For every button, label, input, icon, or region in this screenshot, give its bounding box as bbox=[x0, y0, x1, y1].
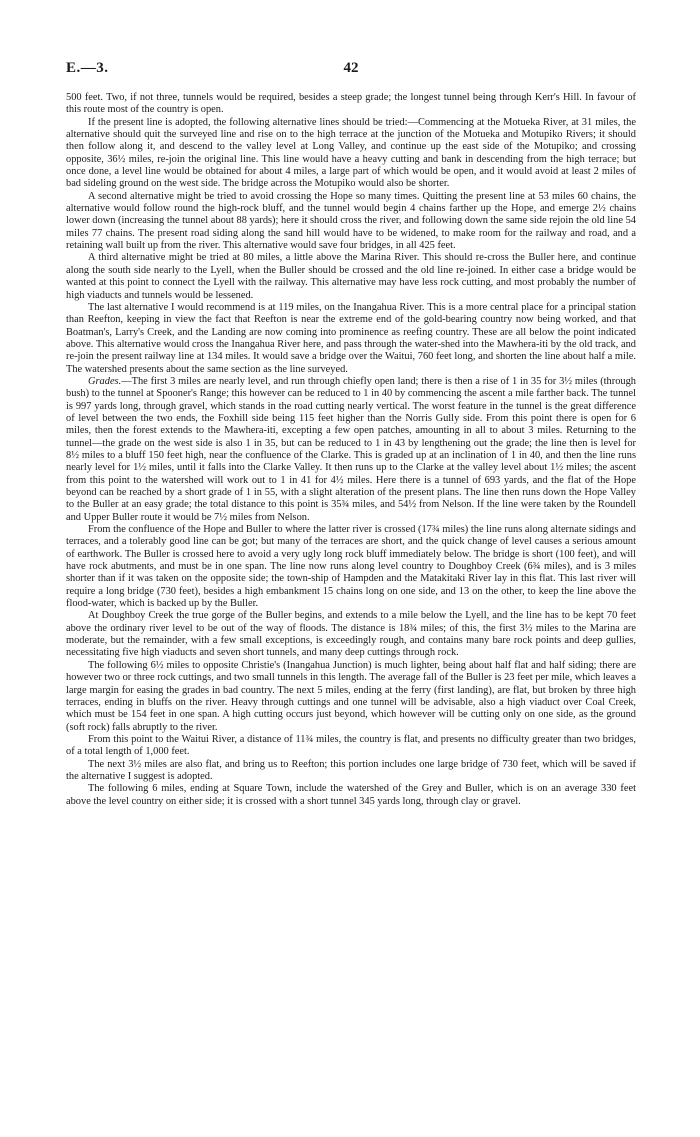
section-lead: Grades. bbox=[88, 375, 122, 387]
paragraph: From the confluence of the Hope and Buller to where the latter river is crossed (17¾ miles) the line runs along alternate sidings and terraces, and a tolerably good line can be got; but many of the terraces are short, and the quick change of level causes a serious amount of earthwork. The Buller is crossed here to avoid a very ugly long rock bluff immediately below. The bridge is short (100 feet), and will have rock abutments, and must be in one span. The line now runs along level country to Doughboy Creek (6¾ miles), and is 3 miles shorter than if it was taken on the opposite side; the town-ship of Hampden and the Matakitaki River lay in this flat. This last river will require a long bridge (730 feet), besides a high embankment 15 chains long on one side, and 13 on the other, to keep the line above the flood-water, which is backed up by the Buller. bbox=[66, 524, 636, 610]
paragraph: The following 6 miles, ending at Square Town, include the watershed of the Grey and Buller, which is on an average 330 feet above the level country on either side; it is crossed with a short tunnel 345 yards long, through clay or gravel. bbox=[66, 783, 636, 807]
page-number: 42 bbox=[343, 60, 359, 76]
paragraph: The following 6½ miles to opposite Christie's (Inangahua Junction) is much lighter, being about half flat and half siding; there are however two or three rock cuttings, and two small tunnels in this length. The average fall of the Buller is 23 feet per mile, which leaves a large margin for easing the grades in bad country. The next 5 miles, ending at the ferry (first landing), are flat, but broken by three high terraces, ending in bluffs on the river. Heavy through cuttings and one tunnel will be advisable, also a high viaduct over Coal Creek, which must be 154 feet in one span. A high cutting occurs just beyond, which however will be cutting only on one side, as the ground (soft rock) falls abruptly to the river. bbox=[66, 659, 636, 733]
document-reference: E.—3. bbox=[66, 60, 109, 76]
paragraph: The next 3½ miles are also flat, and bring us to Reefton; this portion includes one large bridge of 730 feet, which will be saved if the alternative I suggest is adopted. bbox=[66, 758, 636, 782]
paragraph-text: —The first 3 miles are nearly level, and run through chiefly open land; there is then a rise of 1 in 35 for 3½ miles (through bush) to the tunnel at Spooner's Range; this however can be reduced to 1 in 40 by commencing the ascent a mile farther back. The tunnel is 997 yards long, through gravel, which stands in the road cutting nearly vertical. The worst feature in the tunnel is the great difference of level between the two ends, the Foxhill side being 115 feet higher than the Norris Gully side. From this point there is open for 6 miles, then the forest extends to the Mawhera-iti, excepting a few open patches, amounting in all to about 3 miles. Returning to the tunnel—the grade on the west side is also 1 in 35, but can be reduced to 1 in 43 by lengthening out the grade; the line then is level for 8½ miles to a bluff 150 feet high, near the confluence of the Clarke. This is graded up at an inclination of 1 in 40, and then the line runs nearly level for 1½ miles, until it falls into the Clarke Valley. It then runs up to the Clarke at the valley level about 1½ miles; the ascent from this point to the watershed will work out to 1 in 41 for 4½ miles. Here there is a tunnel of 693 yards, and the flat of the Hope beyond can be reached by a short grade of 1 in 55, with a slight alteration of the present plans. The line then runs down the Hope Valley to the Buller at an easy grade; the total distance to this point is 35¾ miles, and 54½ from Nelson. If the line were taken by the Roundell and Upper Buller route it would be 7½ miles from Nelson. bbox=[66, 375, 636, 523]
paragraph: If the present line is adopted, the following alternative lines should be tried:—Commencing at the Motueka River, at 31 miles, the alternative should quit the surveyed line and rise on to the high terrace at the junction of the Motueka and Motupiko Rivers; it should then follow along it, and descend to the valley level at Long Valley, and continue up the east side of the Motupiko; and crossing opposite, 36½ miles, re-join the original line. This line would have a heavy cutting and bank in descending from the high terrace; but once done, a level line would be obtained for about 4 miles, a large part of which would be open, and it would avoid at least 2 miles of bad sideling ground on the west side. The bridge across the Motupiko would also be shorter. bbox=[66, 116, 636, 190]
paragraph: A second alternative might be tried to avoid crossing the Hope so many times. Quitting the present line at 53 miles 60 chains, the alternative would follow round the high-rock bluff, and the tunnel would begin 4 chains farther up the Hope, and emerge 2½ chains lower down (increasing the tunnel about 88 yards); here it should cross the river, and following down the same side rejoin the old line 54 miles 77 chains. The present road siding along the sand hill would have to be widened, to make room for the railway and road, and a retaining wall built up from the river. This alternative would save four bridges, in all 425 feet. bbox=[66, 190, 636, 252]
paragraph: At Doughboy Creek the true gorge of the Buller begins, and extends to a mile below the Lyell, and the line has to be kept 70 feet above the ordinary river level to be out of the way of floods. The distance is 18¾ miles; of this, the first 3½ miles to the Marina are moderate, but the remainder, with a few small exceptions, is exceedingly rough, and contains many bare rock points and deep gullies, necessitating five high viaducts and seven short tunnels, and many deep cuttings through rock. bbox=[66, 610, 636, 659]
page-header bbox=[66, 60, 636, 84]
paragraph-grades bbox=[66, 376, 636, 524]
paragraph: 500 feet. Two, if not three, tunnels would be required, besides a steep grade; the longest tunnel being through Kerr's Hill. In favour of this route most of the country is open. bbox=[66, 92, 636, 116]
body-text bbox=[66, 92, 636, 808]
paragraph: A third alternative might be tried at 80 miles, a little above the Marina River. This should re-cross the Buller here, and continue along the south side nearly to the Lyell, when the Buller should be crossed and the old line re-joined. In either case a bridge would be wanted at this point to connect the Lyell with the railway. This alternative may have less rock cutting, and most probably the number of high viaducts and tunnels would be lessened. bbox=[66, 252, 636, 301]
paragraph: From this point to the Waitui River, a distance of 11¾ miles, the country is flat, and presents no difficulty greater than two bridges, of a total length of 1,000 feet. bbox=[66, 733, 636, 758]
document-page bbox=[66, 60, 636, 808]
paragraph: The last alternative I would recommend is at 119 miles, on the Inangahua River. This is a more central place for a principal station than Reefton, keeping in view the fact that Reefton is near the extreme end of the gold-bearing country now being worked, and that Boatman's, Larry's Creek, and the Landing are now coming into prominence as reefing country. These are all below the point indicated above. This alternative would cross the Inangahua River here, and pass through the water-shed into the Mawhera-iti by the old track, and re-join the present railway line at 134 miles. It would save a bridge over the Waitui, 760 feet long, and shorten the line about half a mile. The watershed presents about the same section as the line surveyed. bbox=[66, 301, 636, 375]
